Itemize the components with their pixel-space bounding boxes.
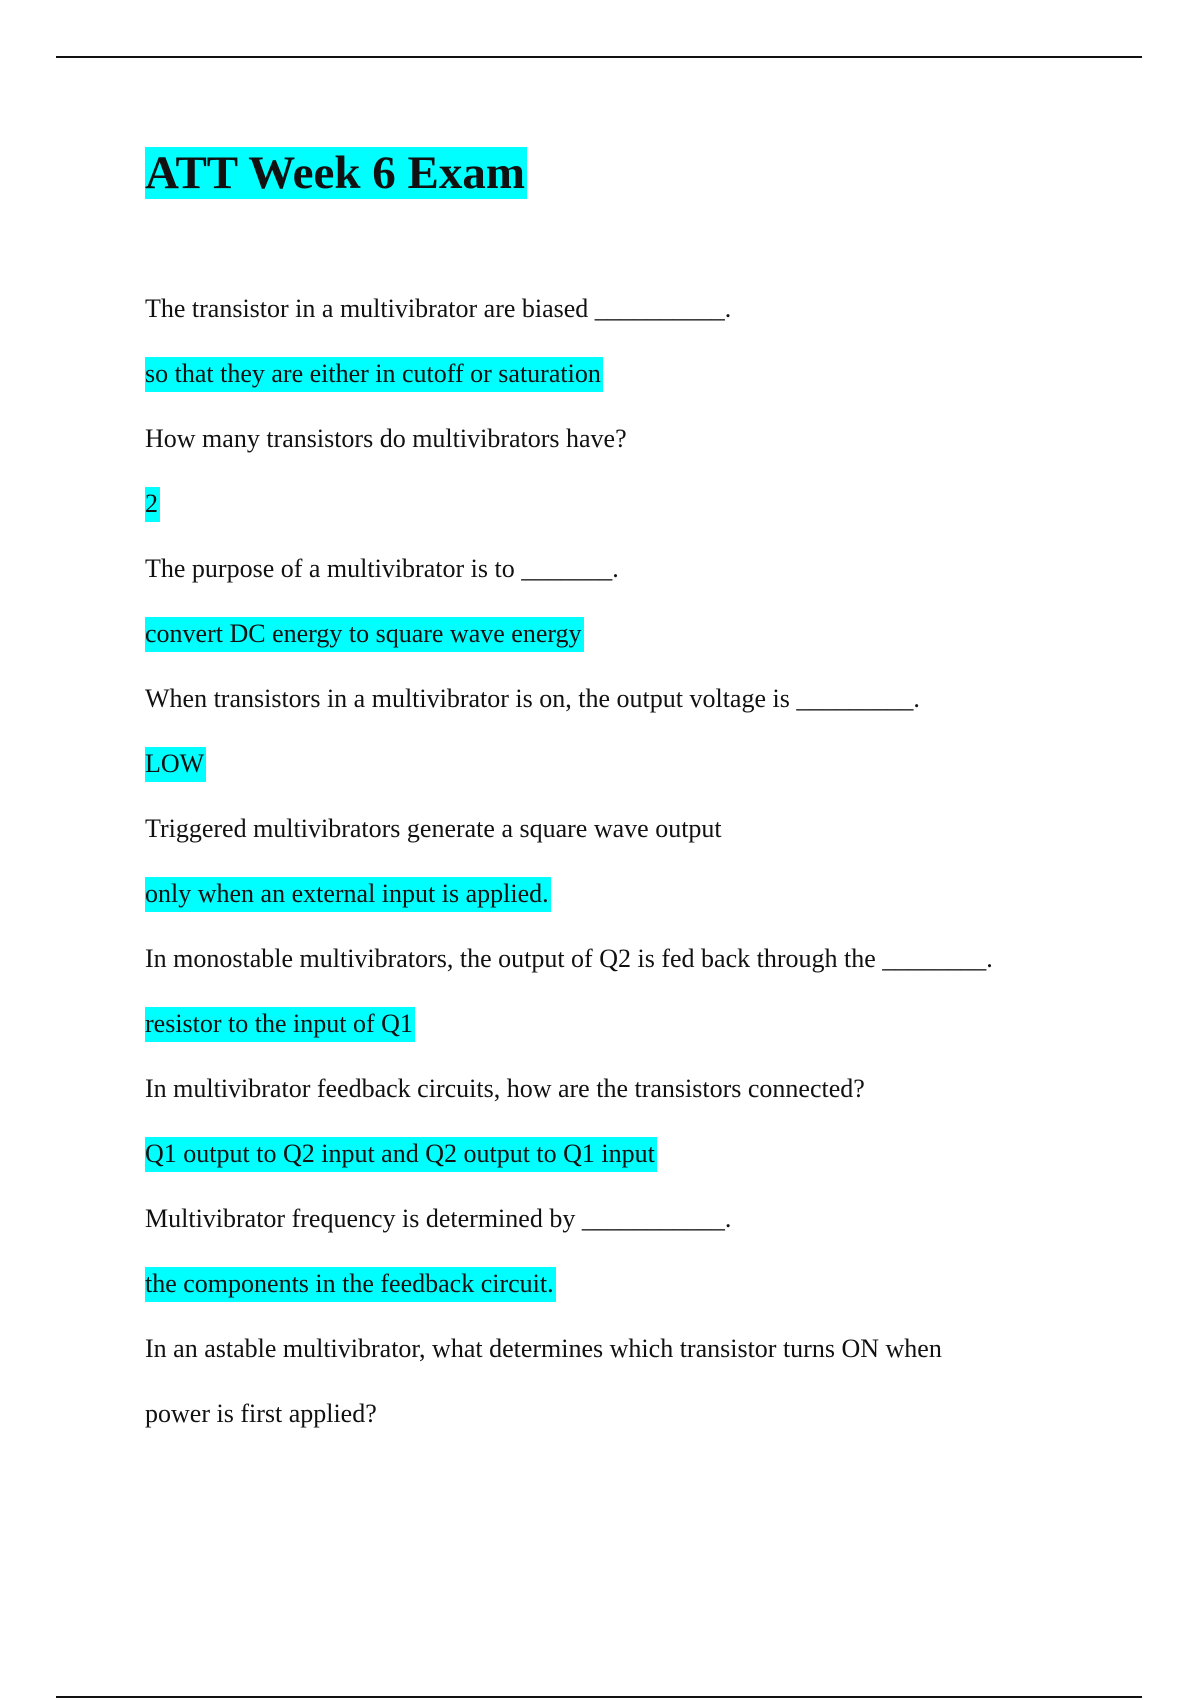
- qa-list: [145, 287, 1125, 1457]
- answer-text: Q1 output to Q2 input and Q2 output to Q1 input: [145, 1137, 657, 1172]
- answer-row: [145, 742, 1125, 807]
- question-text: In multivibrator feedback circuits, how are the transistors connected?: [145, 1074, 865, 1103]
- title-text: ATT Week 6 Exam: [145, 147, 525, 199]
- top-divider: [56, 56, 1142, 58]
- question-text: How many transistors do multivibrators have?: [145, 424, 627, 453]
- answer-row: [145, 352, 1125, 417]
- question-text-continued: power is first applied?: [145, 1399, 377, 1428]
- answer-row: [145, 1132, 1125, 1197]
- answer-text: the components in the feedback circuit.: [145, 1267, 556, 1302]
- question-text: When transistors in a multivibrator is on, the output voltage is _________.: [145, 684, 920, 713]
- answer-row: [145, 1262, 1125, 1327]
- answer-row: [145, 612, 1125, 677]
- answer-text: 2: [145, 487, 160, 522]
- question-text: The purpose of a multivibrator is to _______.: [145, 554, 619, 583]
- question-text: The transistor in a multivibrator are biased __________.: [145, 294, 732, 323]
- question-text: In an astable multivibrator, what determines which transistor turns ON when: [145, 1334, 942, 1363]
- question-text: In monostable multivibrators, the output of Q2 is fed back through the ________.: [145, 944, 993, 973]
- answer-text: convert DC energy to square wave energy: [145, 617, 584, 652]
- answer-text: resistor to the input of Q1: [145, 1007, 415, 1042]
- answer-row: [145, 872, 1125, 937]
- bottom-divider: [56, 1696, 1142, 1698]
- answer-text: LOW: [145, 747, 206, 782]
- answer-text: only when an external input is applied.: [145, 877, 551, 912]
- question-text: Triggered multivibrators generate a square wave output: [145, 814, 722, 843]
- answer-text: so that they are either in cutoff or saturation: [145, 357, 603, 392]
- answer-row: [145, 1002, 1125, 1067]
- question-text: Multivibrator frequency is determined by ___________.: [145, 1204, 732, 1233]
- page-title: [145, 145, 527, 202]
- answer-row: [145, 482, 1125, 547]
